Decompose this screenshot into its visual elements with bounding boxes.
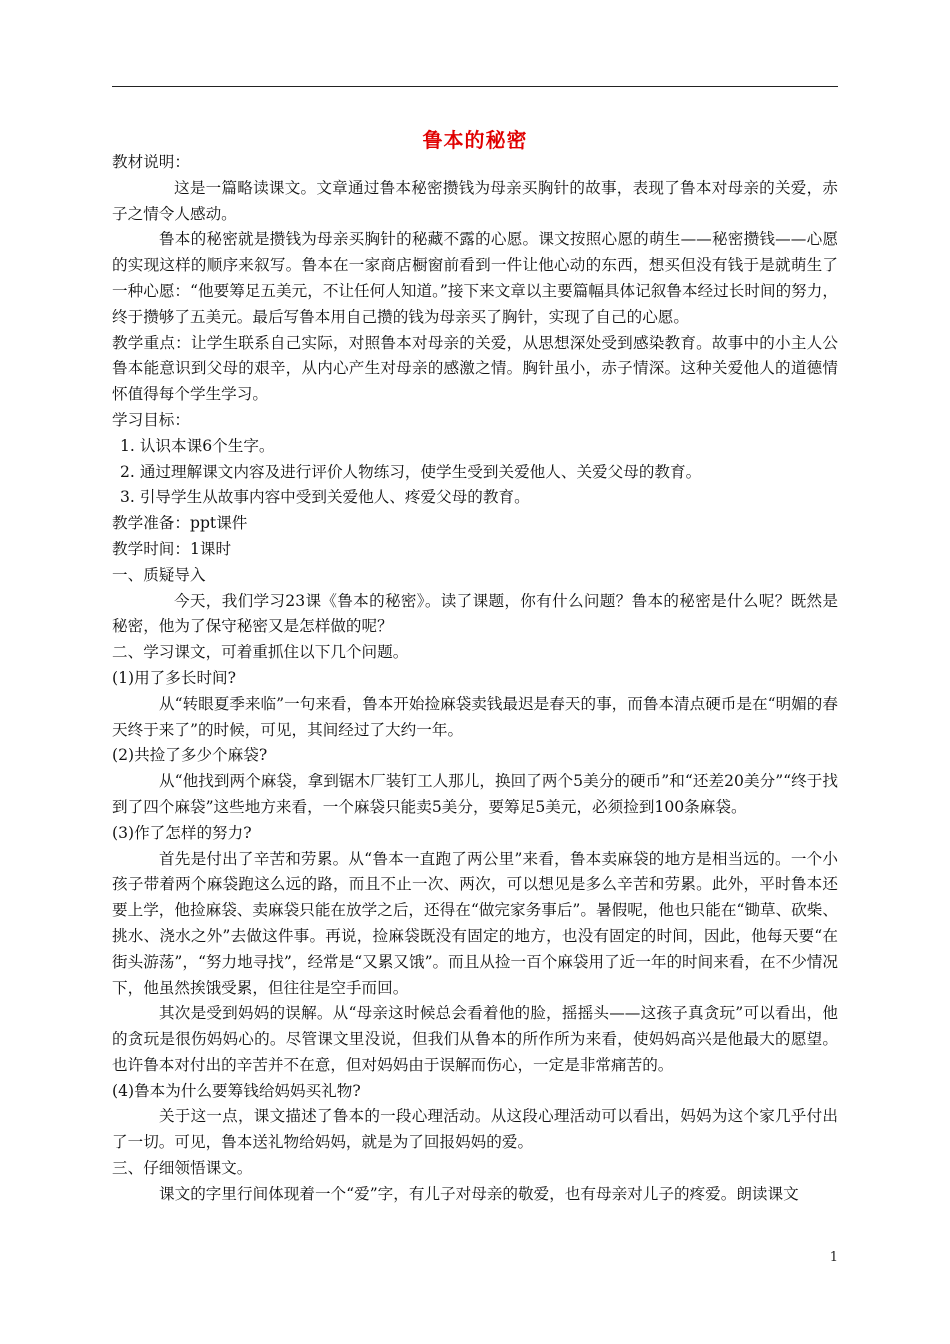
heading-learning-goals: 学习目标： xyxy=(112,410,190,429)
goal-item-2: 2. 通过理解课文内容及进行评价人物练习，使学生受到关爱他人、关爱父母的教育。 xyxy=(120,462,702,481)
answer-3b: 其次是受到妈妈的误解。从“母亲这时候总会看着他的脸，摇摇头——这孩子真贪玩”可以看出，他的贪玩是很伤妈妈心的。尽管课文里没说，但我们从鲁本的所作所为来看，使妈妈高兴是他最大的愿望。也许鲁本对付出的辛苦并不在意，但对妈妈由于误解而伤心，一定是非常痛苦的。 xyxy=(112,1004,838,1074)
paragraph-teaching-focus: 教学重点：让学生联系自己实际，对照鲁本对母亲的关爱，从思想深处受到感染教育。故事中的小主人公鲁本能意识到父母的艰辛，从内心产生对母亲的感激之情。胸针虽小，赤子情深。这种关爱他人的道德情怀值得每个学生学习。 xyxy=(112,333,838,404)
document-title: 鲁本的秘密 xyxy=(422,128,528,152)
question-1: (1)用了多长时间? xyxy=(112,668,237,687)
question-3: (3)作了怎样的努力? xyxy=(112,823,252,842)
answer-1: 从“转眼夏季来临”一句来看，鲁本开始捡麻袋卖钱最迟是春天的事，而鲁本清点硬币是在“明媚的春天终于来了”的时候，可见，其间经过了大约一年。 xyxy=(112,694,838,739)
goal-item-3: 3. 引导学生从故事内容中受到关爱他人、疼爱父母的教育。 xyxy=(120,488,530,507)
question-4: (4)鲁本为什么要筹钱给妈妈买礼物? xyxy=(112,1081,361,1100)
document-body xyxy=(112,150,838,1208)
paragraph-love: 课文的字里行间体现着一个“爱”字，有儿子对母亲的敬爱，也有母亲对儿子的疼爱。朗读课文 xyxy=(159,1184,799,1203)
section-heading-2: 二、学习课文，可着重抓住以下几个问题。 xyxy=(112,643,409,662)
paragraph-questions: 今天，我们学习23课《鲁本的秘密》。读了课题，你有什么问题？鲁本的秘密是什么呢？既然是秘密，他为了保守秘密又是怎样做的呢？ xyxy=(112,591,838,636)
answer-2: 从“他找到两个麻袋，拿到锯木厂装钉工人那儿，换回了两个5美分的硬币”和“还差20美分”“终于找到了四个麻袋”这些地方来看，一个麻袋只能卖5美分，要筹足5美元，必须捡到100条麻袋。 xyxy=(112,772,838,816)
heading-textbook-notes: 教材说明： xyxy=(112,153,190,171)
answer-3a: 首先是付出了辛苦和劳累。从“鲁本一直跑了两公里”来看，鲁本卖麻袋的地方是相当远的。一个小孩子带着两个麻袋跑这么远的路，而且不止一次、两次，可以想见是多么辛苦和劳累。此外，平时鲁本还要上学，他捡麻袋、卖麻袋只能在放学之后，还得在“做完家务事后”。暑假呢，他也只能在“锄草、砍柴、挑水、浇水之外”去做这件事。再说，捡麻袋既没有固定的地方，也没有固定的时间，因此，他每天要“在街头游荡”，“努力地寻找”，经常是“又累又饿”。而且从捡一百个麻袋用了近一年的时间来看，在不少情况下，他虽然挨饿受累，但往往是空手而回。 xyxy=(112,849,838,997)
teaching-time: 教学时间：1课时 xyxy=(112,539,232,558)
section-heading-3: 三、仔细领悟课文。 xyxy=(112,1159,253,1178)
page-number: 1 xyxy=(829,1250,838,1265)
section-heading-1: 一、质疑导入 xyxy=(112,565,206,584)
answer-4: 关于这一点，课文描述了鲁本的一段心理活动。从这段心理活动可以看出，妈妈为这个家几乎付出了一切。可见，鲁本送礼物给妈妈，就是为了回报妈妈的爱。 xyxy=(112,1107,838,1152)
question-2: (2)共捡了多少个麻袋? xyxy=(112,746,268,765)
teaching-prep: 教学准备：ppt课件 xyxy=(112,514,248,533)
goal-item-1: 1. 认识本课6个生字。 xyxy=(120,436,275,455)
header-rule xyxy=(112,86,838,87)
paragraph-secret: 鲁本的秘密就是攒钱为母亲买胸针的秘藏不露的心愿。课文按照心愿的萌生——秘密攒钱——心愿的实现这样的顺序来叙写。鲁本在一家商店橱窗前看到一件让他心动的东西，想买但没有钱于是就萌生了一种心愿：“他要筹足五美元，不让任何人知道。”接下来文章以主要篇幅具体记叙鲁本经过长时间的努力，终于攒够了五美元。最后写鲁本用自己攒的钱为母亲买了胸针，实现了自己的心愿。 xyxy=(112,230,838,326)
paragraph-intro: 这是一篇略读课文。文章通过鲁本秘密攒钱为母亲买胸针的故事，表现了鲁本对母亲的关爱，赤子之情令人感动。 xyxy=(112,178,838,223)
